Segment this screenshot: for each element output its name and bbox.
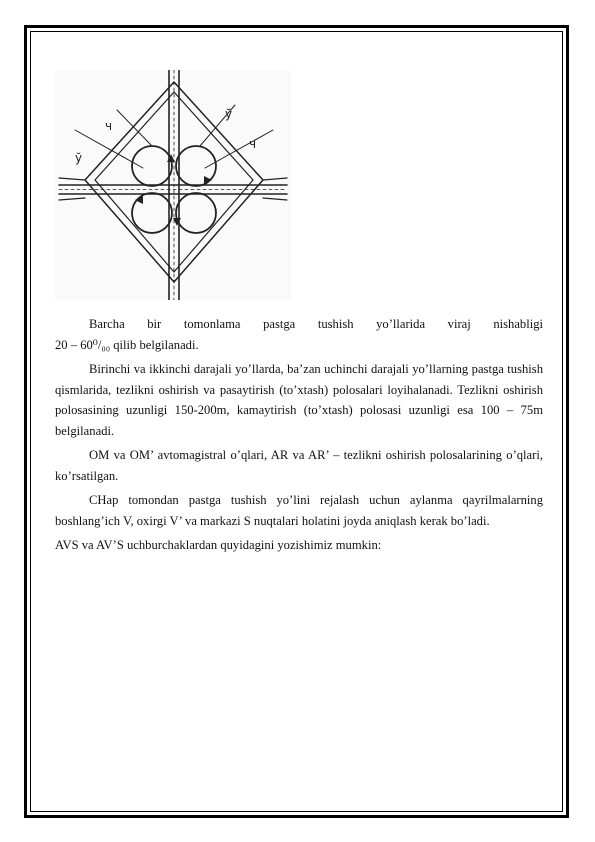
figure-label: ў <box>75 151 83 165</box>
figure-label: ч <box>249 137 257 151</box>
paragraph-1-line-1: Barcha bir tomonlama pastga tushish yo’llarida viraj nishabligi <box>89 317 543 331</box>
figure-label: ч <box>105 119 113 133</box>
paragraph-4: CHap tomondan pastga tushish yo’lini rejalash uchun aylanma qayrilmalarning boshlang’ich V, oxirgi V’ va markazi S nuqtalari holatini joyda aniqlash kerak bo’ladi. <box>55 493 543 528</box>
paragraph-1-line-2: 20 – 60⁰/₀₀ qilib belgilanadi. <box>55 337 199 352</box>
paragraph-3: OM va OM’ avtomagistral o’qlari, AR va AR’ – tezlikni oshirish polosalarining o’qlari, ko’rsatilgan. <box>55 448 543 483</box>
interchange-diagram <box>55 70 291 300</box>
paragraph-5: AVS va AV’S uchburchaklardan quyidagini yozishimiz mumkin: <box>55 538 382 552</box>
paragraph-2: Birinchi va ikkinchi darajali yo’llarda, ba’zan uchinchi darajali yo’llarning pastga tushish qismlarida, tezlikni oshirish va pasaytirish (to’xtash) polosalari loyihalanadi. Tezlikni oshirish polosasining uzunligi 150-200m, kamaytirish (to’xtash) polosasi uzunligi esa 100 – 75m belgilanadi. <box>55 362 543 438</box>
body-text <box>55 314 543 560</box>
figure-label: ў <box>225 107 233 121</box>
cloverleaf-interchange-drawing <box>55 70 291 300</box>
